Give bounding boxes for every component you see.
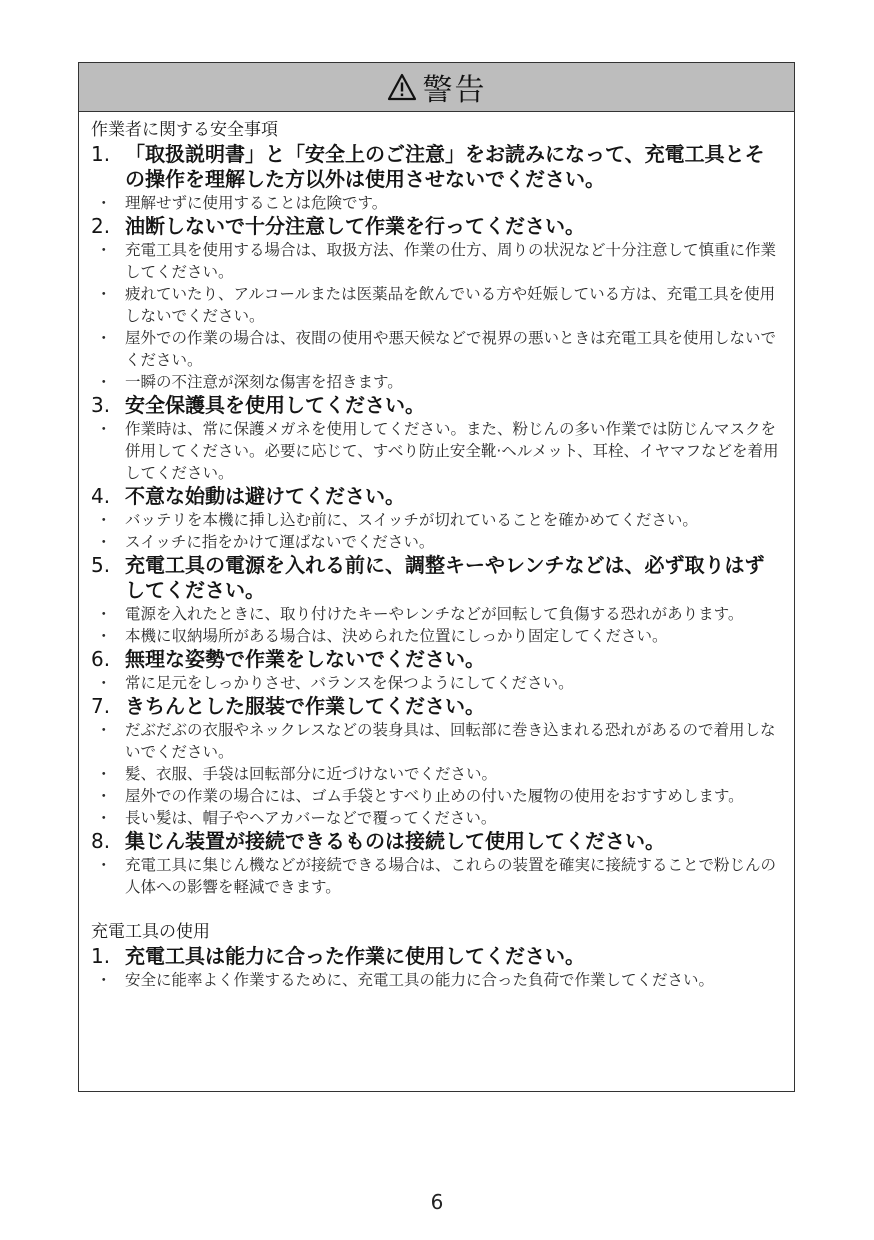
bullet-item (91, 509, 782, 531)
section-operator-safety-list (91, 142, 782, 898)
heading-number: 2. (91, 214, 111, 238)
page-number: 6 (430, 1190, 444, 1214)
numbered-heading (91, 647, 782, 672)
heading-text: 油断しないで十分注意して作業を行ってください。 (125, 214, 585, 238)
bullet-text: 充電工具に集じん機などが接続できる場合は、これらの装置を確実に接続することで粉じんの人体への影響を軽減できます。 (125, 856, 777, 896)
bullet-item (91, 371, 782, 393)
heading-number: 1. (91, 944, 111, 968)
bullet-mark: ・ (96, 971, 112, 989)
warning-content (79, 112, 794, 991)
bullet-text: 電源を入れたときに、取り付けたキーやレンチなどが回転して負傷する恐れがあります。 (125, 605, 744, 623)
bullet-text: だぶだぶの衣服やネックレスなどの装身具は、回転部に巻き込まれる恐れがあるので着用しないでください。 (125, 721, 776, 761)
bullet-text: 屋外での作業の場合は、夜間の使用や悪天候などで視界の悪いときは充電工具を使用しないでください。 (125, 329, 777, 369)
bullet-item (91, 239, 782, 283)
heading-text: 充電工具の電源を入れる前に、調整キーやレンチなどは、必ず取りはずしてください。 (125, 553, 765, 602)
warning-triangle-icon (387, 73, 417, 101)
bullet-item (91, 807, 782, 829)
bullet-text: 作業時は、常に保護メガネを使用してください。また、粉じんの多い作業では防じんマスクを併用してください。必要に応じて、すべり防止安全靴·ヘルメット、耳栓、イヤマフなどを着用してください。 (125, 420, 779, 482)
numbered-heading (91, 829, 782, 854)
section-tool-use-list (91, 944, 782, 991)
heading-number: 3. (91, 393, 111, 417)
heading-text: 「取扱説明書」と「安全上のご注意」をお読みになって、充電工具とその操作を理解した方以外は使用させないでください。 (125, 142, 765, 191)
section-title-operator-safety: 作業者に関する安全事項 (91, 120, 278, 140)
bullet-item (91, 625, 782, 647)
bullet-text: 疲れていたり、アルコールまたは医薬品を飲んでいる方や妊娠している方は、充電工具を使用しないでください。 (125, 285, 776, 325)
bullet-item (91, 531, 782, 553)
bullet-text: 長い髪は、帽子やヘアカバーなどで覆ってください。 (125, 809, 497, 827)
heading-number: 6. (91, 647, 111, 671)
heading-number: 4. (91, 484, 111, 508)
bullet-mark: ・ (96, 765, 112, 783)
bullet-text: 屋外での作業の場合には、ゴム手袋とすべり止めの付いた履物の使用をおすすめします。 (125, 787, 744, 805)
bullet-text: 安全に能率よく作業するために、充電工具の能力に合った負荷で作業してください。 (125, 971, 715, 989)
bullet-item (91, 327, 782, 371)
bullet-item (91, 672, 782, 694)
heading-text: 充電工具は能力に合った作業に使用してください。 (125, 944, 585, 968)
bullet-item (91, 719, 782, 763)
bullet-text: 一瞬の不注意が深刻な傷害を招きます。 (125, 373, 403, 391)
bullet-item (91, 418, 782, 484)
bullet-mark: ・ (96, 420, 112, 438)
bullet-mark: ・ (96, 721, 112, 739)
heading-text: 安全保護具を使用してください。 (125, 393, 425, 417)
heading-text: きちんとした服装で作業してください。 (125, 694, 485, 718)
bullet-mark: ・ (96, 373, 112, 391)
bullet-mark: ・ (96, 809, 112, 827)
heading-number: 7. (91, 694, 111, 718)
heading-number: 5. (91, 553, 111, 577)
numbered-heading (91, 214, 782, 239)
bullet-mark: ・ (96, 329, 112, 347)
bullet-item (91, 192, 782, 214)
bullet-item (91, 785, 782, 807)
bullet-text: バッテリを本機に挿し込む前に、スイッチが切れていることを確かめてください。 (125, 511, 698, 529)
bullet-mark: ・ (96, 511, 112, 529)
numbered-heading (91, 484, 782, 509)
bullet-mark: ・ (96, 856, 112, 874)
warning-box (78, 62, 795, 1092)
bullet-mark: ・ (96, 605, 112, 623)
bullet-item (91, 969, 782, 991)
bullet-item (91, 283, 782, 327)
warning-header (79, 63, 794, 112)
numbered-heading (91, 142, 782, 192)
bullet-text: スイッチに指をかけて運ばないでください。 (125, 533, 435, 551)
warning-title: 警告 (422, 73, 487, 108)
heading-text: 集じん装置が接続できるものは接続して使用してください。 (125, 829, 665, 853)
section-title-tool-use: 充電工具の使用 (91, 922, 210, 942)
bullet-mark: ・ (96, 241, 112, 259)
heading-text: 無理な姿勢で作業をしないでください。 (125, 647, 485, 671)
bullet-text: 理解せずに使用することは危険です。 (125, 194, 388, 212)
bullet-item (91, 763, 782, 785)
heading-number: 8. (91, 829, 111, 853)
bullet-text: 本機に収納場所がある場合は、決められた位置にしっかり固定してください。 (125, 627, 668, 645)
heading-number: 1. (91, 142, 111, 166)
numbered-heading (91, 393, 782, 418)
bullet-mark: ・ (96, 787, 112, 805)
numbered-heading (91, 694, 782, 719)
numbered-heading (91, 944, 782, 969)
bullet-text: 髪、衣服、手袋は回転部分に近づけないでください。 (125, 765, 498, 783)
bullet-text: 常に足元をしっかりさせ、バランスを保つようにしてください。 (125, 674, 574, 692)
bullet-mark: ・ (96, 533, 112, 551)
bullet-text: 充電工具を使用する場合は、取扱方法、作業の仕方、周りの状況など十分注意して慎重に作業してください。 (125, 241, 777, 281)
bullet-item (91, 854, 782, 898)
bullet-item (91, 603, 782, 625)
heading-text: 不意な始動は避けてください。 (125, 484, 405, 508)
bullet-mark: ・ (96, 674, 112, 692)
numbered-heading (91, 553, 782, 603)
bullet-mark: ・ (96, 285, 112, 303)
bullet-mark: ・ (96, 194, 112, 212)
bullet-mark: ・ (96, 627, 112, 645)
